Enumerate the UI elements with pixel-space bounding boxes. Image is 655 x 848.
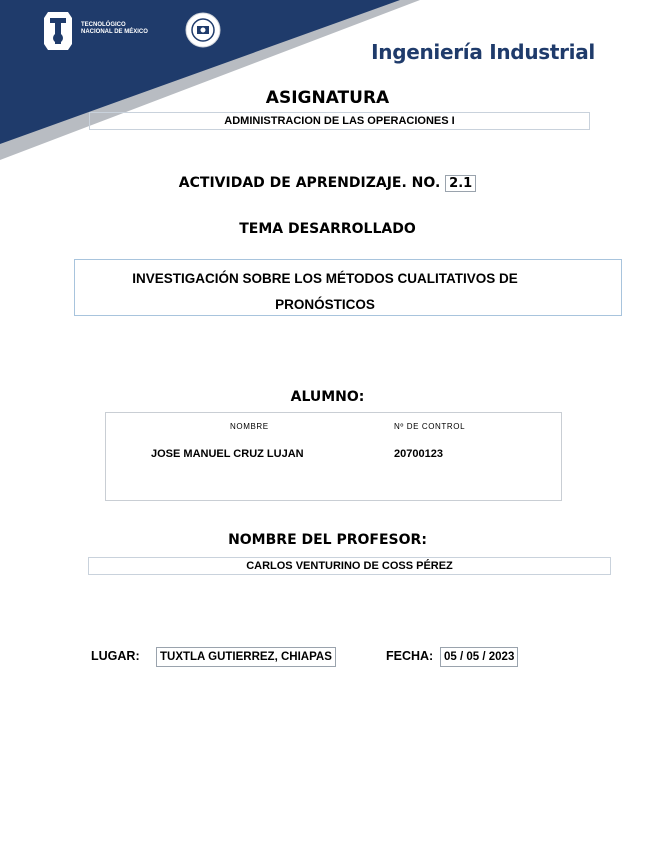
activity-label: ACTIVIDAD DE APRENDIZAJE. NO. <box>178 175 441 191</box>
name-column-header: NOMBRE <box>230 422 269 431</box>
date-value: 05 / 05 / 2023 <box>440 647 518 667</box>
program-brand: Ingeniería Industrial <box>371 40 595 64</box>
professor-name: CARLOS VENTURINO DE COSS PÉREZ <box>88 557 611 575</box>
student-box <box>105 412 562 501</box>
topic-text <box>75 266 575 318</box>
subject-heading: ASIGNATURA <box>265 88 390 108</box>
place-label: LUGAR: <box>91 649 140 663</box>
institution-line1: TECNOLÓGICO <box>81 22 126 28</box>
institution-name <box>81 22 151 36</box>
professor-heading: NOMBRE DEL PROFESOR: <box>228 532 427 548</box>
topic-box <box>74 259 622 316</box>
control-column-header: Nº DE CONTROL <box>394 422 466 431</box>
institute-seal-icon <box>185 12 221 48</box>
student-heading: ALUMNO: <box>290 389 365 405</box>
activity-number: 2.1 <box>445 175 476 192</box>
activity-line <box>0 175 655 192</box>
institution-line2: NACIONAL DE MÉXICO <box>81 29 148 35</box>
topic-line1: INVESTIGACIÓN SOBRE LOS MÉTODOS CUALITATIVOS DE <box>132 271 518 286</box>
subject-value: ADMINISTRACION DE LAS OPERACIONES I <box>89 112 590 130</box>
place-value: TUXTLA GUTIERREZ, CHIAPAS <box>156 647 336 667</box>
student-control-number: 20700123 <box>394 448 443 460</box>
student-name: JOSE MANUEL CRUZ LUJAN <box>151 448 304 460</box>
topic-heading: TEMA DESARROLLADO <box>239 221 416 237</box>
tecnm-logo-icon <box>40 8 76 54</box>
topic-line2: PRONÓSTICOS <box>275 297 375 312</box>
date-label: FECHA: <box>386 649 434 663</box>
